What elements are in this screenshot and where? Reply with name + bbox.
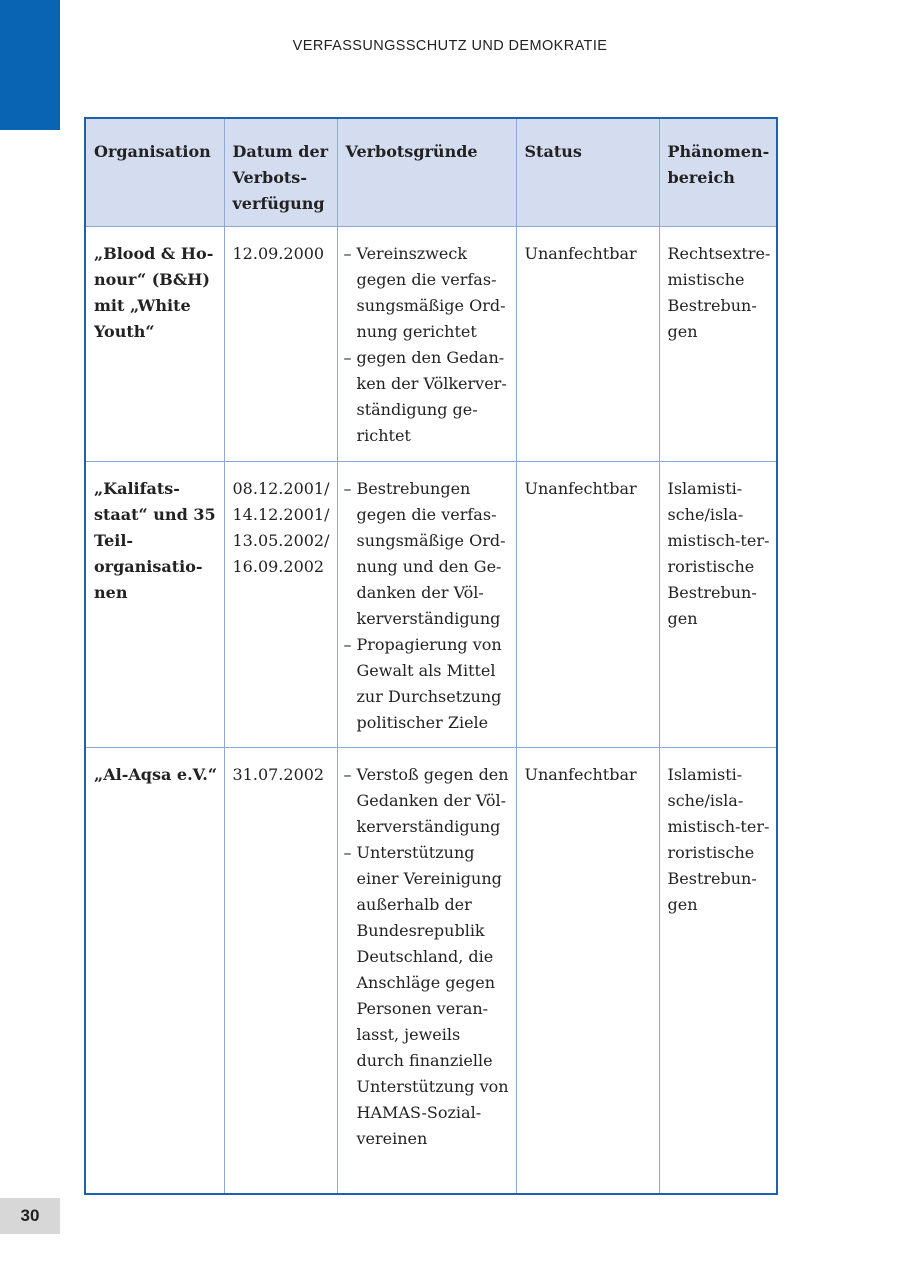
- cell-organisation: „Al-Aqsa e.V.“: [85, 747, 224, 1194]
- cell-organisation: „Blood & Honour“ (B&H) mit „White Youth“: [85, 226, 224, 461]
- reason-item: – Bestrebungen gegen die verfassungsmäßige Ordnung und den Gedanken der Völkerverständigung: [346, 476, 510, 632]
- column-header-date: Datum der Verbotsverfügung: [224, 118, 337, 226]
- column-header-area: Phänomenbereich: [659, 118, 777, 226]
- column-header-reasons: Verbotsgründe: [337, 118, 516, 226]
- page-number: 30: [0, 1198, 60, 1234]
- cell-reasons: [337, 747, 516, 1194]
- cell-status: Unanfechtbar: [516, 461, 659, 747]
- reason-list: [346, 241, 510, 449]
- cell-date: 08.12.2001/ 14.12.2001/ 13.05.2002/ 16.09.2002: [224, 461, 337, 747]
- cell-area: Islamistische/islamistisch-terroristische Bestrebungen: [659, 461, 777, 747]
- table-row: [85, 461, 777, 747]
- cell-status: Unanfechtbar: [516, 226, 659, 461]
- table-header-row: [85, 118, 777, 226]
- reason-list: [346, 476, 510, 736]
- cell-date: 31.07.2002: [224, 747, 337, 1194]
- cell-area: Rechtsextremistische Bestrebungen: [659, 226, 777, 461]
- reason-item: – Vereinszweck gegen die verfassungsmäßige Ordnung gerichtet: [346, 241, 510, 345]
- column-header-status: Status: [516, 118, 659, 226]
- reason-list: [346, 762, 510, 1152]
- cell-date: 12.09.2000: [224, 226, 337, 461]
- table-row: [85, 226, 777, 461]
- cell-organisation: „Kalifatsstaat“ und 35 Teilorganisationen: [85, 461, 224, 747]
- reason-item: – Unterstützung einer Vereinigung außerhalb der Bundesrepublik Deutschland, die Anschläge gegen Personen veranlasst, jeweils durch finanzielle Unterstützung von HAMAS-Sozialvereinen: [346, 840, 510, 1152]
- cell-status: Unanfechtbar: [516, 747, 659, 1194]
- column-header-organisation: Organisation: [85, 118, 224, 226]
- table-row: [85, 747, 777, 1194]
- reason-item: – Verstoß gegen den Gedanken der Völkerverständigung: [346, 762, 510, 840]
- reason-item: – Propagierung von Gewalt als Mittel zur Durchsetzung politischer Ziele: [346, 632, 510, 736]
- cell-reasons: [337, 461, 516, 747]
- reason-item: – gegen den Gedanken der Völkerverständigung gerichtet: [346, 345, 510, 449]
- cell-reasons: [337, 226, 516, 461]
- ban-table: [84, 117, 778, 1195]
- running-header: VERFASSUNGSSCHUTZ UND DEMOKRATIE: [292, 38, 608, 54]
- cell-area: Islamistische/islamistisch-terroristische Bestrebungen: [659, 747, 777, 1194]
- corner-accent-block: [0, 0, 60, 130]
